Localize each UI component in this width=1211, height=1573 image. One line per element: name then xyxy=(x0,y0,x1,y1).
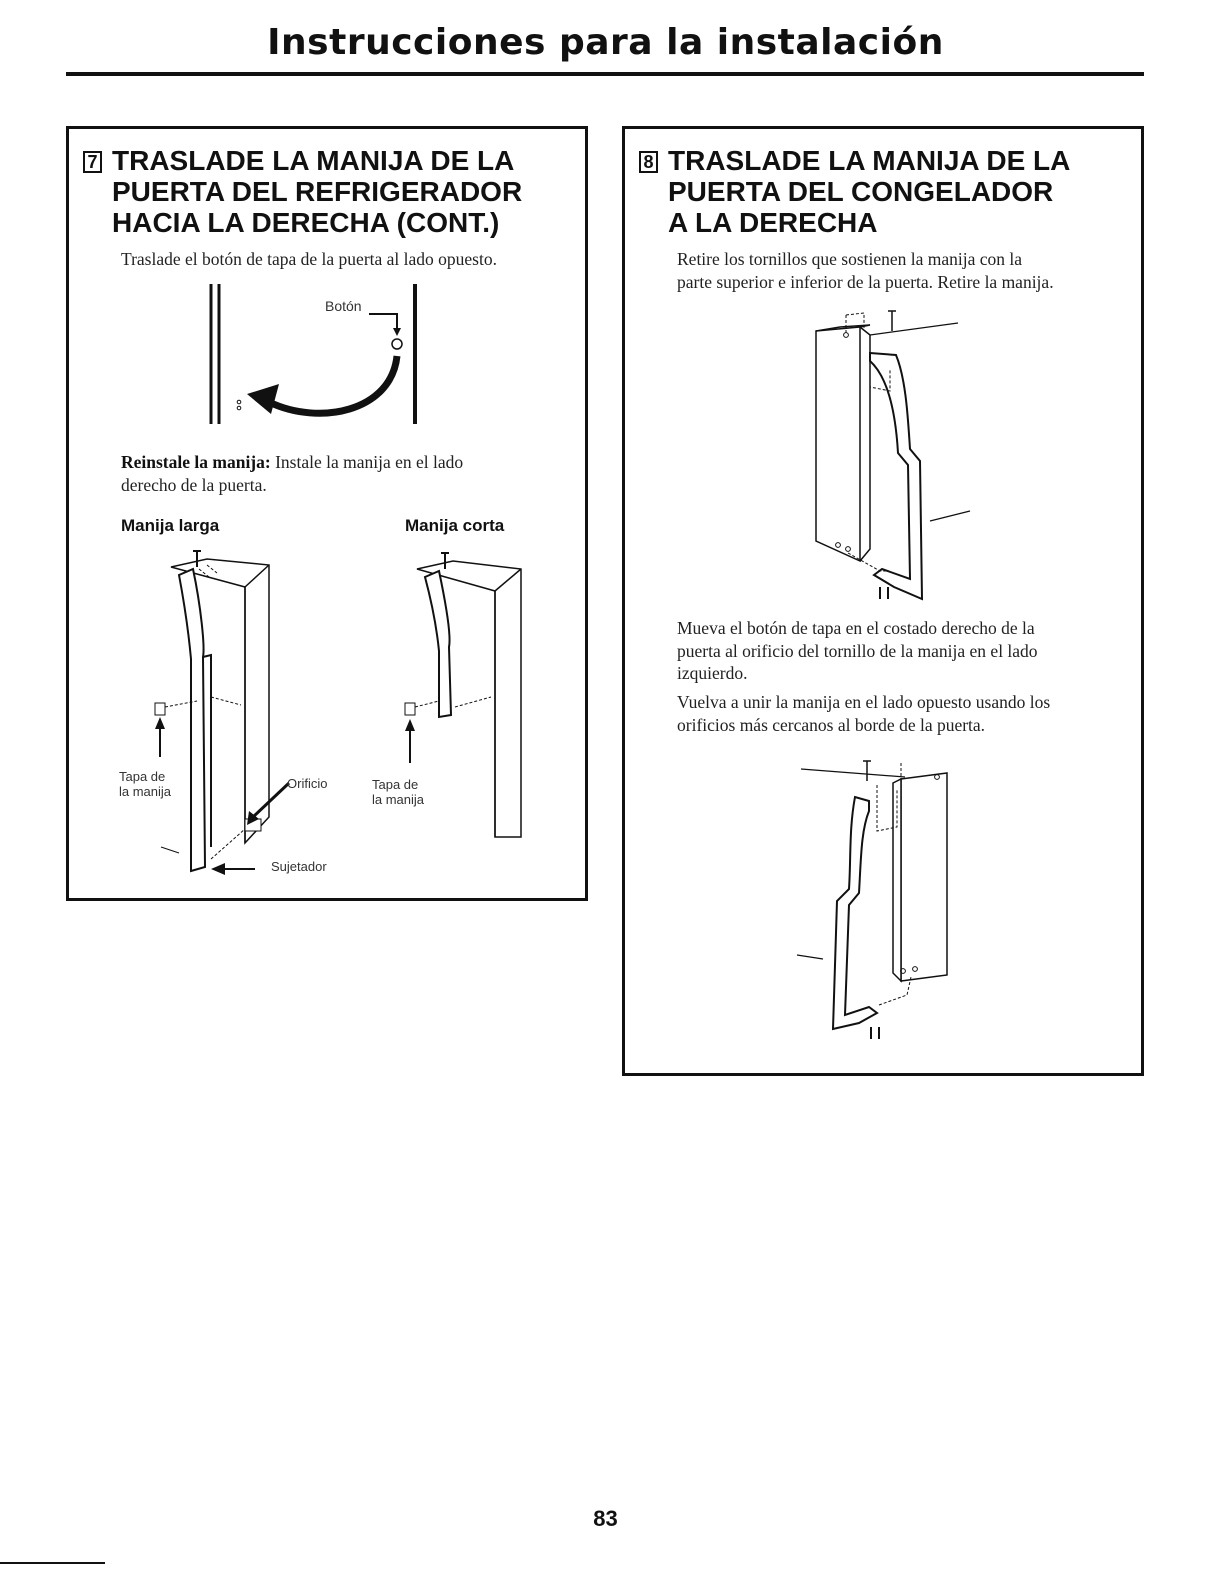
freezer-handle-removal-diagram xyxy=(810,309,970,609)
step-7-panel xyxy=(66,126,588,901)
step-8-text-line: Vuelva a unir la manija en el lado opuesto usando los xyxy=(677,692,1051,712)
tapa-label-long xyxy=(119,769,171,799)
step-8-text-line: parte superior e inferior de la puerta. Retire la manija. xyxy=(677,271,1054,292)
step-7-reinstall-text xyxy=(121,451,463,496)
step-7-heading xyxy=(83,145,522,238)
step-7-title-line: HACIA LA DERECHA (CONT.) xyxy=(112,207,500,238)
tapa-label-line: Tapa de xyxy=(372,777,419,792)
caption-short-handle: Manija corta xyxy=(405,516,505,535)
step-8-title-line: PUERTA DEL CONGELADOR xyxy=(668,176,1054,207)
step-8-heading xyxy=(639,145,1070,238)
boton-label: Botón xyxy=(325,298,362,314)
reinstall-bold: Reinstale la manija: xyxy=(121,452,271,472)
tapa-label-line: la manija xyxy=(372,792,425,807)
step-8-title-line: A LA DERECHA xyxy=(668,207,878,238)
step-8-panel xyxy=(622,126,1144,1076)
step-8-move-button-text xyxy=(677,617,1038,685)
header-divider xyxy=(66,72,1144,76)
page-title: Instrucciones para la instalación xyxy=(267,22,944,63)
step-8-number: 8 xyxy=(639,151,658,173)
tapa-label-line: Tapa de xyxy=(119,769,166,784)
step-8-text-line: orificios más cercanos al borde de la puerta. xyxy=(677,714,986,735)
step-8-text-line: izquierdo. xyxy=(677,663,748,683)
step-8-title-line: TRASLADE LA MANIJA DE LA xyxy=(668,145,1071,176)
step-7-title xyxy=(112,145,522,238)
step-7-title-line: PUERTA DEL REFRIGERADOR xyxy=(112,176,523,207)
footer-rule xyxy=(0,1562,105,1564)
reinstall-line: Instale la manija en el lado xyxy=(270,452,464,472)
reinstall-line: derecho de la puerta. xyxy=(121,474,267,495)
caption-long-handle: Manija larga xyxy=(121,516,220,535)
orificio-label: Orificio xyxy=(287,776,328,791)
button-relocation-diagram xyxy=(199,284,429,429)
sujetador-label: Sujetador xyxy=(271,859,327,874)
long-handle-diagram xyxy=(149,547,369,877)
step-8-title xyxy=(668,145,1070,238)
tapa-label-short xyxy=(372,777,424,807)
step-7-title-line: TRASLADE LA MANIJA DE LA xyxy=(112,145,515,176)
step-8-text-line: puerta al orificio del tornillo de la manija en el lado xyxy=(677,640,1038,661)
page-number: 83 xyxy=(593,1506,618,1531)
freezer-handle-reattach-diagram xyxy=(797,759,957,1049)
step-8-reattach-text xyxy=(677,691,1050,736)
step-7-intro: Traslade el botón de tapa de la puerta al lado opuesto. xyxy=(121,249,497,269)
step-8-text-line: Retire los tornillos que sostienen la manija con la xyxy=(677,249,1023,269)
step-8-remove-text xyxy=(677,248,1054,293)
step-7-number: 7 xyxy=(83,151,102,173)
tapa-label-line: la manija xyxy=(119,784,172,799)
step-8-text-line: Mueva el botón de tapa en el costado derecho de la xyxy=(677,618,1035,638)
